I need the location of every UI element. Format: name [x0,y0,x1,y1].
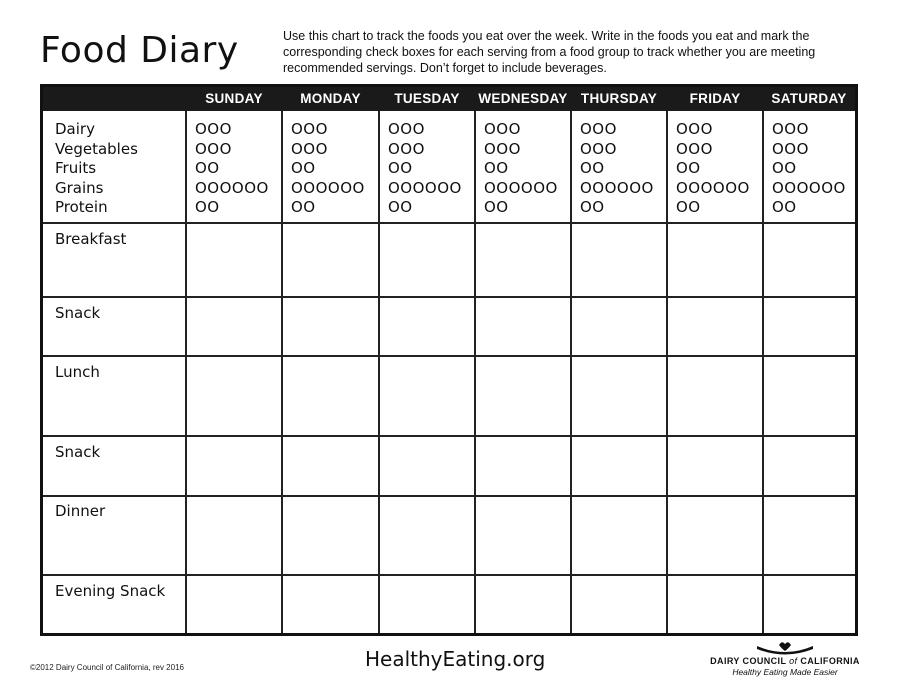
day-header-saturday: SATURDAY [771,91,847,106]
food-group-list [55,120,138,218]
protein-checkboxes[interactable]: OO [676,198,701,216]
grains-checkboxes[interactable]: OOOOOO [291,178,365,197]
day-header-monday: MONDAY [300,91,361,106]
meal-label-breakfast: Breakfast [55,230,127,248]
serving-circles-sunday[interactable] [195,120,269,218]
day-header-wednesday: WEDNESDAY [478,91,568,106]
fruits-checkboxes[interactable]: OO [291,159,316,177]
day-header-sunday: SUNDAY [205,91,263,106]
logo-tagline: Healthy Eating Made Easier [732,667,838,677]
fruits-checkboxes[interactable]: OO [676,159,701,177]
dairy-checkboxes[interactable]: OOO [195,120,232,138]
dairy-checkboxes[interactable]: OOO [291,120,328,138]
instructions-text: Use this chart to track the foods you eat over the week. Write in the foods you eat and mark the corresponding check boxes for each serving from a food group to track whether you are meeting recommended servings. Don’t forget to include beverages. [283,29,816,75]
food-group-vegetables: Vegetables [55,139,138,158]
vegetables-checkboxes[interactable]: OOO [484,139,521,158]
serving-circles-monday[interactable] [291,120,365,218]
food-diary-table [40,84,858,636]
dairy-council-logo [700,640,870,685]
vegetables-checkboxes[interactable]: OOO [772,139,809,158]
dairy-checkboxes[interactable]: OOO [676,120,713,138]
logo-mark-icon [755,640,815,658]
page-title: Food Diary [40,30,239,71]
food-group-protein: Protein [55,198,108,216]
vegetables-checkboxes[interactable]: OOO [580,139,617,158]
grains-checkboxes[interactable]: OOOOOO [580,178,654,197]
dairy-checkboxes[interactable]: OOO [388,120,425,138]
vegetables-checkboxes[interactable]: OOO [676,139,713,158]
website-link[interactable]: HealthyEating.org [365,647,546,671]
food-group-fruits: Fruits [55,159,97,177]
day-header-friday: FRIDAY [689,91,741,106]
meal-label-snack-afternoon: Snack [55,443,101,461]
meal-label-snack-morning: Snack [55,304,101,322]
day-header-thursday: THURSDAY [580,91,658,106]
grains-checkboxes[interactable]: OOOOOO [676,178,750,197]
dairy-checkboxes[interactable]: OOO [484,120,521,138]
protein-checkboxes[interactable]: OO [195,198,220,216]
protein-checkboxes[interactable]: OO [388,198,413,216]
serving-circles-thursday[interactable] [580,120,654,218]
meal-label-evening-snack: Evening Snack [55,582,166,600]
serving-circles-tuesday[interactable] [388,120,462,218]
logo-name: DAIRY COUNCIL of CALIFORNIA [710,656,860,666]
vegetables-checkboxes[interactable]: OOO [195,139,232,158]
vegetables-checkboxes[interactable]: OOO [388,139,425,158]
meal-label-lunch: Lunch [55,363,100,381]
protein-checkboxes[interactable]: OO [772,198,797,216]
protein-checkboxes[interactable]: OO [291,198,316,216]
fruits-checkboxes[interactable]: OO [195,159,220,177]
food-group-grains: Grains [55,178,104,197]
grains-checkboxes[interactable]: OOOOOO [195,178,269,197]
serving-circles-saturday[interactable] [772,120,846,218]
dairy-checkboxes[interactable]: OOO [580,120,617,138]
grains-checkboxes[interactable]: OOOOOO [388,178,462,197]
fruits-checkboxes[interactable]: OO [580,159,605,177]
grains-checkboxes[interactable]: OOOOOO [772,178,846,197]
day-header-tuesday: TUESDAY [394,91,460,106]
grains-checkboxes[interactable]: OOOOOO [484,178,558,197]
meal-label-dinner: Dinner [55,502,106,520]
dairy-checkboxes[interactable]: OOO [772,120,809,138]
copyright-text: ©2012 Dairy Council of California, rev 2016 [30,663,184,672]
protein-checkboxes[interactable]: OO [580,198,605,216]
vegetables-checkboxes[interactable]: OOO [291,139,328,158]
serving-circles-friday[interactable] [676,120,750,218]
serving-circles-wednesday[interactable] [484,120,558,218]
food-group-dairy: Dairy [55,120,95,138]
fruits-checkboxes[interactable]: OO [484,159,509,177]
protein-checkboxes[interactable]: OO [484,198,509,216]
fruits-checkboxes[interactable]: OO [388,159,413,177]
fruits-checkboxes[interactable]: OO [772,159,797,177]
